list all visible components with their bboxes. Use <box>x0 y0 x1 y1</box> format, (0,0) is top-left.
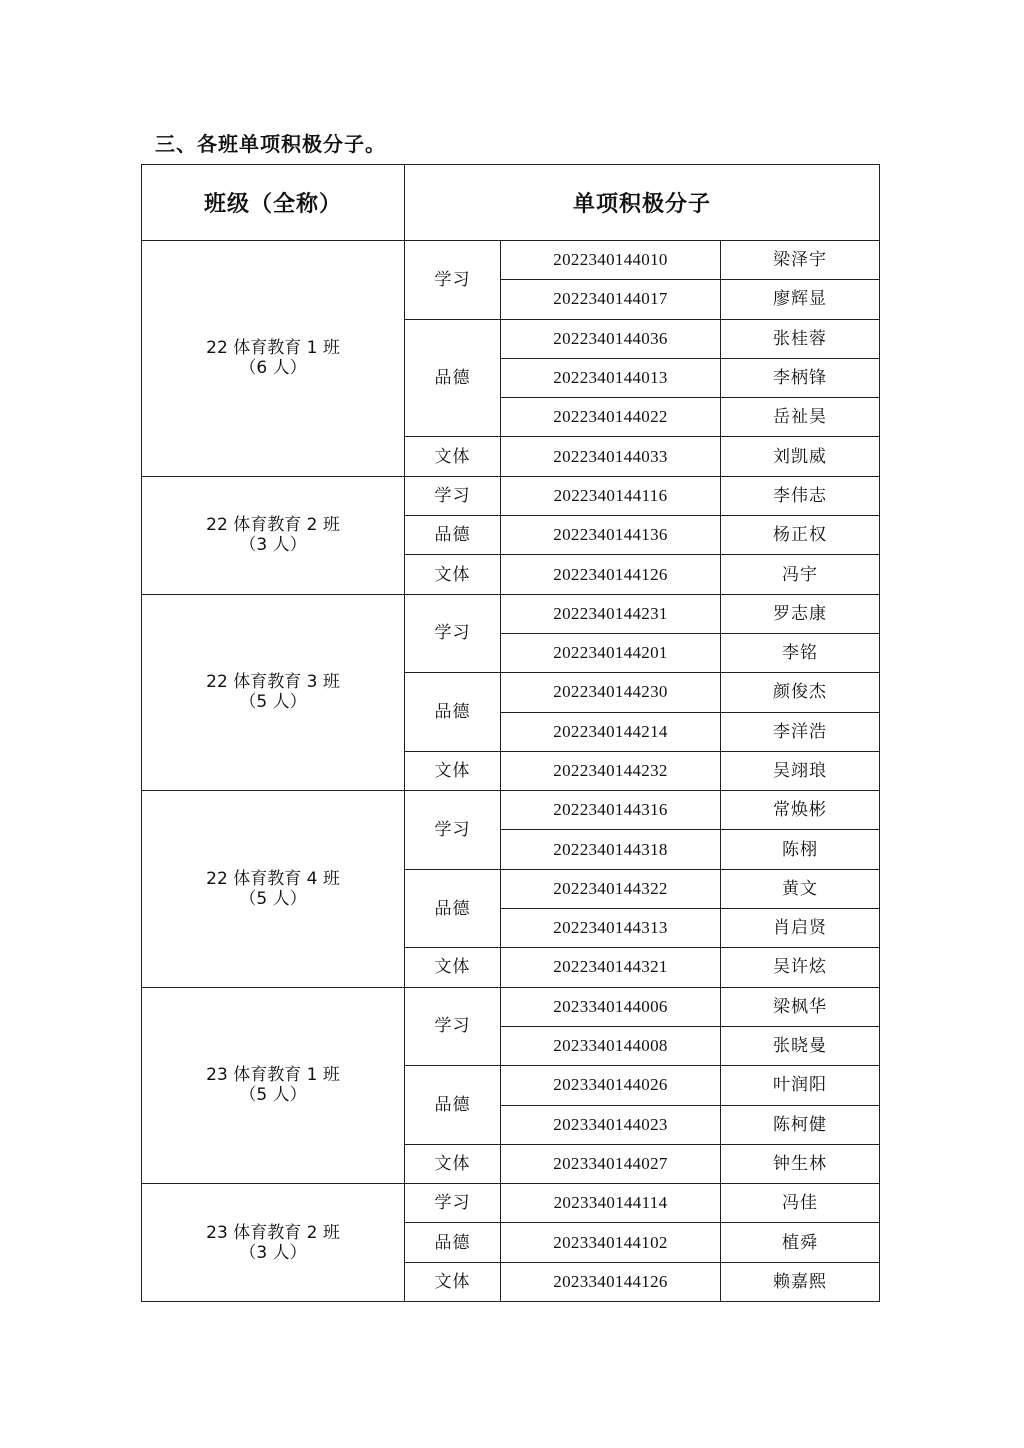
student-id: 2022340144232 <box>501 751 721 790</box>
student-id: 2022340144201 <box>501 633 721 672</box>
class-name: 22 体育教育 1 班 <box>206 338 340 359</box>
student-id: 2022340144321 <box>501 948 721 987</box>
student-id: 2022340144214 <box>501 712 721 751</box>
student-id: 2023340144008 <box>501 1026 721 1065</box>
class-name-cell <box>142 594 405 790</box>
student-name: 叶润阳 <box>721 1066 880 1105</box>
class-name-cell <box>142 1184 405 1302</box>
student-id: 2023340144023 <box>501 1105 721 1144</box>
student-id: 2023340144126 <box>501 1262 721 1301</box>
class-name: 22 体育教育 3 班 <box>206 672 340 693</box>
category-cell: 文体 <box>405 1144 501 1183</box>
student-id: 2023340144102 <box>501 1223 721 1262</box>
student-id: 2023340144006 <box>501 987 721 1026</box>
student-name: 张桂蓉 <box>721 319 880 358</box>
student-name: 吴许炫 <box>721 948 880 987</box>
category-cell: 品德 <box>405 673 501 752</box>
student-name: 黄文 <box>721 869 880 908</box>
class-name-cell <box>142 241 405 477</box>
student-name: 肖启贤 <box>721 909 880 948</box>
class-count: （3 人） <box>239 535 307 556</box>
table-row <box>142 987 880 1026</box>
student-name: 廖辉显 <box>721 280 880 319</box>
category-cell: 学习 <box>405 1184 501 1223</box>
student-name: 常焕彬 <box>721 791 880 830</box>
student-name: 梁枫华 <box>721 987 880 1026</box>
category-cell: 学习 <box>405 241 501 320</box>
student-id: 2022340144313 <box>501 909 721 948</box>
student-name: 李伟志 <box>721 476 880 515</box>
student-name: 冯宇 <box>721 555 880 594</box>
table-row <box>142 241 880 280</box>
class-name: 22 体育教育 4 班 <box>206 868 340 889</box>
category-cell: 品德 <box>405 1066 501 1145</box>
student-id: 2023340144026 <box>501 1066 721 1105</box>
category-cell: 学习 <box>405 594 501 673</box>
student-id: 2022340144126 <box>501 555 721 594</box>
class-count: （5 人） <box>239 1085 307 1106</box>
category-cell: 品德 <box>405 1223 501 1262</box>
student-name: 罗志康 <box>721 594 880 633</box>
category-cell: 品德 <box>405 319 501 437</box>
category-cell: 文体 <box>405 948 501 987</box>
student-name: 吴翊琅 <box>721 751 880 790</box>
table-row <box>142 791 880 830</box>
category-cell: 学习 <box>405 476 501 515</box>
student-name: 岳祉昊 <box>721 398 880 437</box>
student-name: 颜俊杰 <box>721 673 880 712</box>
table-row <box>142 1184 880 1223</box>
award-column-header: 单项积极分子 <box>405 165 880 241</box>
student-id: 2022340144316 <box>501 791 721 830</box>
student-id: 2022340144116 <box>501 476 721 515</box>
table-row <box>142 476 880 515</box>
student-id: 2022340144322 <box>501 869 721 908</box>
student-id: 2022340144022 <box>501 398 721 437</box>
category-cell: 品德 <box>405 869 501 948</box>
student-name: 赖嘉熙 <box>721 1262 880 1301</box>
class-name-cell <box>142 791 405 987</box>
student-id: 2022340144136 <box>501 516 721 555</box>
class-count: （5 人） <box>239 692 307 713</box>
category-cell: 文体 <box>405 437 501 476</box>
student-name: 梁泽宇 <box>721 241 880 280</box>
student-id: 2022340144231 <box>501 594 721 633</box>
student-name: 李洋浩 <box>721 712 880 751</box>
category-cell: 学习 <box>405 987 501 1066</box>
category-cell: 品德 <box>405 516 501 555</box>
student-id: 2022340144033 <box>501 437 721 476</box>
class-column-header: 班级（全称） <box>142 165 405 241</box>
class-name: 23 体育教育 1 班 <box>206 1065 340 1086</box>
table-header-row <box>142 165 880 241</box>
class-name: 22 体育教育 2 班 <box>206 515 340 536</box>
student-name: 钟生林 <box>721 1144 880 1183</box>
student-name: 陈柯健 <box>721 1105 880 1144</box>
class-count: （3 人） <box>239 1242 307 1263</box>
class-name-cell <box>142 476 405 594</box>
section-title: 三、各班单项积极分子。 <box>155 132 386 156</box>
category-cell: 学习 <box>405 791 501 870</box>
category-cell: 文体 <box>405 751 501 790</box>
class-name-cell <box>142 987 405 1183</box>
student-name: 陈栩 <box>721 830 880 869</box>
student-name: 杨正权 <box>721 516 880 555</box>
student-name: 冯佳 <box>721 1184 880 1223</box>
category-cell: 文体 <box>405 555 501 594</box>
student-id: 2023340144027 <box>501 1144 721 1183</box>
student-name: 植舜 <box>721 1223 880 1262</box>
student-name: 李柄锋 <box>721 358 880 397</box>
table-body <box>142 241 880 1302</box>
student-id: 2022340144230 <box>501 673 721 712</box>
student-id: 2022340144017 <box>501 280 721 319</box>
category-cell: 文体 <box>405 1262 501 1301</box>
student-id: 2023340144114 <box>501 1184 721 1223</box>
table-row <box>142 594 880 633</box>
student-name: 李铭 <box>721 633 880 672</box>
student-id: 2022340144036 <box>501 319 721 358</box>
class-name: 23 体育教育 2 班 <box>206 1222 340 1243</box>
class-count: （5 人） <box>239 888 307 909</box>
student-name: 刘凯威 <box>721 437 880 476</box>
student-id: 2022340144318 <box>501 830 721 869</box>
activists-table <box>141 164 880 1302</box>
student-id: 2022340144013 <box>501 358 721 397</box>
student-id: 2022340144010 <box>501 241 721 280</box>
student-name: 张晓曼 <box>721 1026 880 1065</box>
class-count: （6 人） <box>239 358 307 379</box>
